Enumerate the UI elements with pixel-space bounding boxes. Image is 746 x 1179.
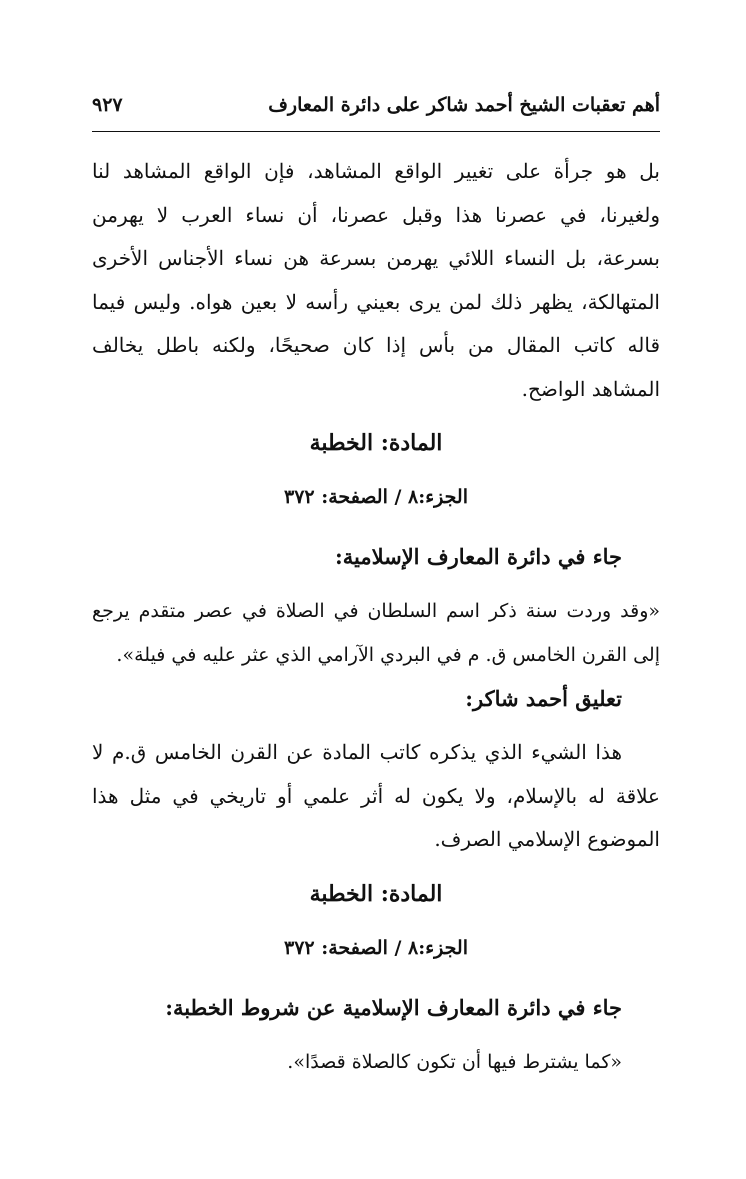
spacer (92, 862, 660, 872)
page-number: ٩٢٧ (92, 94, 123, 116)
comment-text-1: هذا الشيء الذي يذكره كاتب المادة عن القرن الخامس ق.م لا علاقة له بالإسلام، ولا يكون له أثر علمي أو تاريخي في مثل هذا الموضوع الإسلامي الصرف. (92, 740, 660, 851)
spacer (92, 916, 660, 926)
spacer (92, 970, 660, 986)
paragraph-intro: بل هو جرأة على تغيير الواقع المشاهد، فإن الواقع المشاهد لنا ولغيرنا، في عصرنا هذا وقبل عصرنا، أن نساء العرب لا يهرمن بسرعة، بل النساء اللائي يهرمن بسرعة هن نساء الأجناس الأخرى المتهالكة، يظهر ذلك لمن يرى بعيني رأسه لا بعين هواه. وليس فيما قاله كاتب المقال من بأس إذا كان صحيحًا، ولكنه باطل يخالف المشاهد الواضح. (92, 159, 660, 401)
spacer (92, 1030, 660, 1040)
entry-heading-1: المادة: الخطبة (309, 430, 443, 456)
spacer (92, 519, 660, 535)
spacer (92, 579, 660, 589)
header-rule (92, 131, 660, 132)
spacer (92, 465, 660, 475)
running-header (92, 92, 660, 126)
spacer (92, 411, 660, 421)
entry-reference-1: الجزء:٨ / الصفحة: ٣٧٢ (283, 486, 468, 508)
source-label-2: جاء في دائرة المعارف الإسلامية عن شروط الخطبة: (165, 994, 622, 1020)
entry-heading-2: المادة: الخطبة (309, 880, 443, 907)
spacer (92, 721, 660, 731)
source-label-1: جاء في دائرة المعارف الإسلامية: (334, 544, 622, 569)
running-title: أهم تعقبات الشيخ أحمد شاكر على دائرة المعارف (268, 94, 660, 116)
comment-label-1: تعليق أحمد شاكر: (465, 686, 622, 711)
page-body (92, 150, 660, 1084)
encyclopedia-quote-1: «وقد وردت سنة ذكر اسم السلطان في الصلاة في عصر متقدم يرجع إلى القرن الخامس ق. م في البردي الآرامي الذي عثر عليه في فيلة». (92, 600, 661, 666)
encyclopedia-quote-2: «كما يشترط فيها أن تكون كالصلاة قصدًا». (287, 1050, 622, 1073)
entry-reference-2: الجزء:٨ / الصفحة: ٣٧٢ (283, 936, 468, 959)
